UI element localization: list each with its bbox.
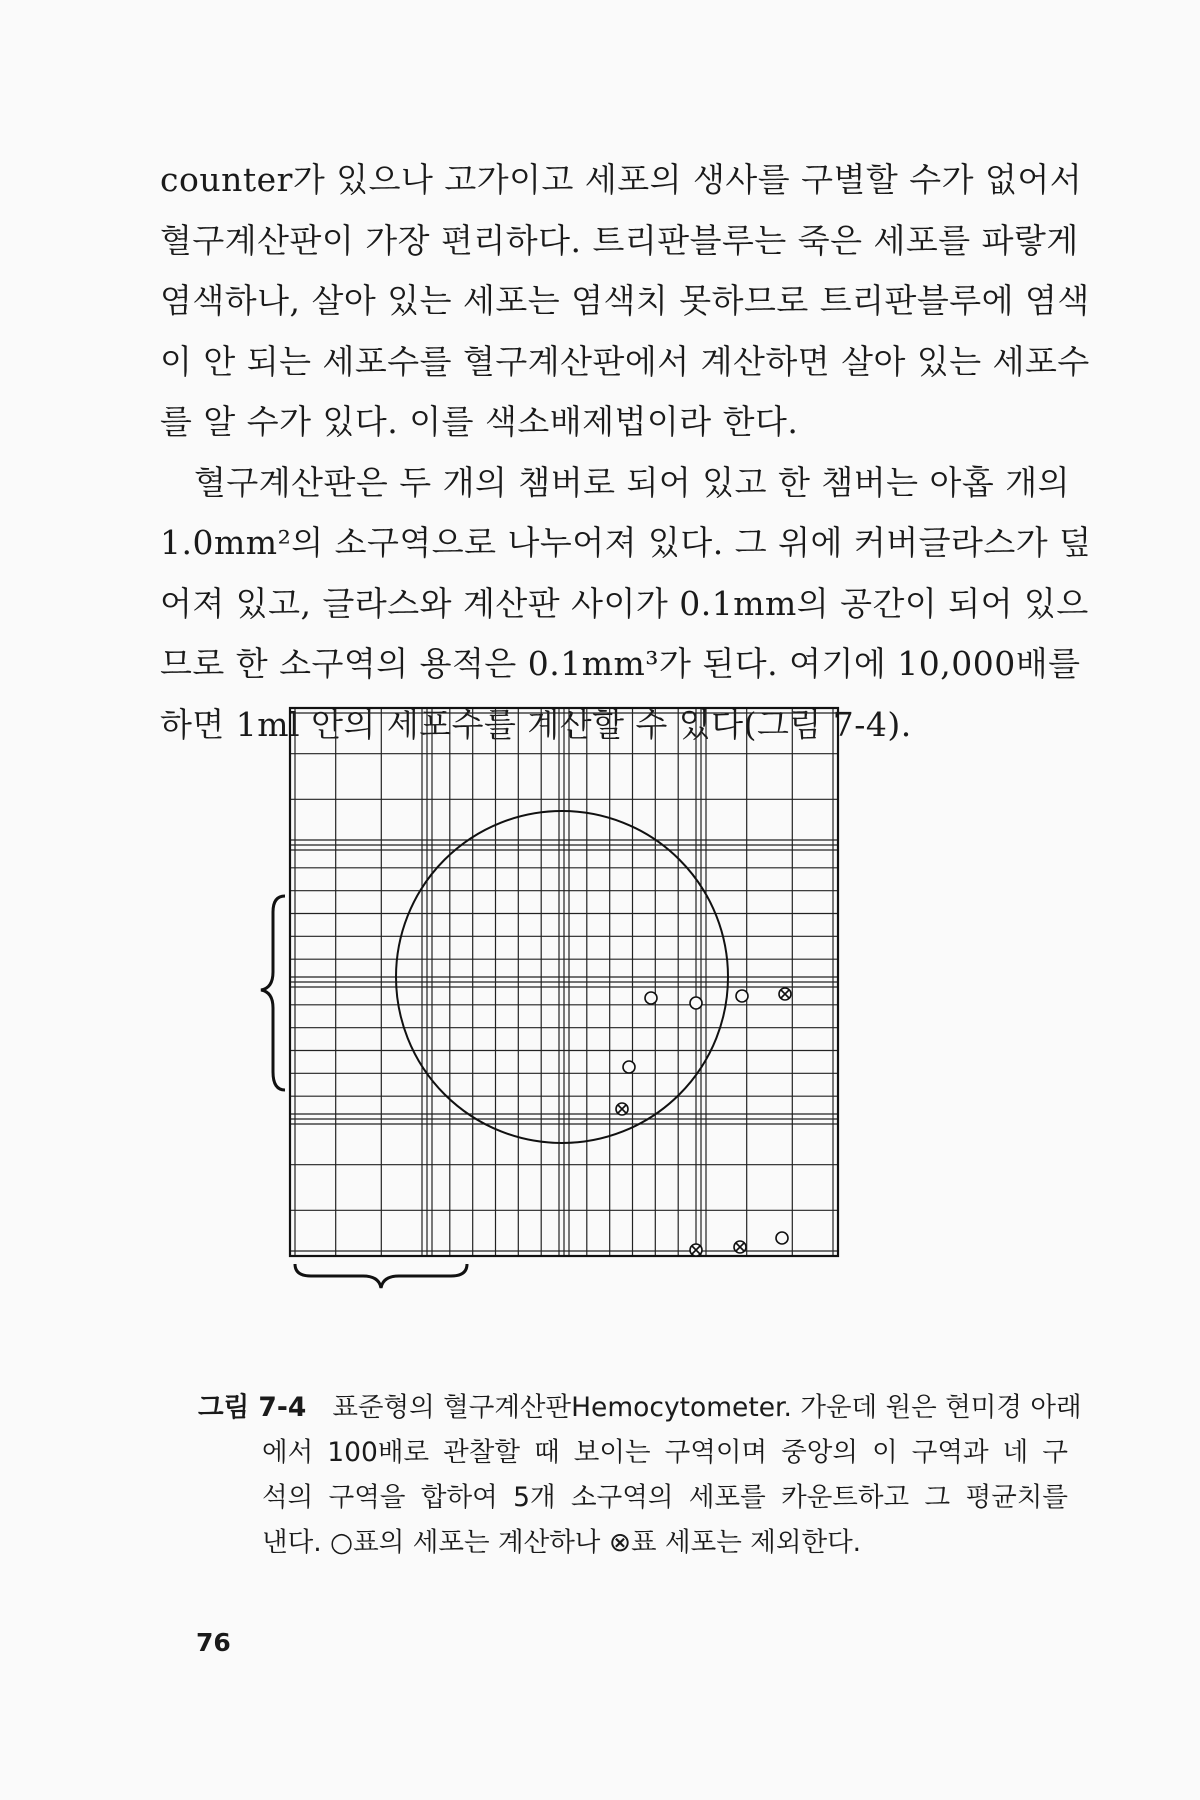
caption-line: 에서 100배로 관찰할 때 보이는 구역이며 중앙의 이 구역과 네 구 — [262, 1437, 1068, 1468]
text-line: 1.0mm²의 소구역으로 나누어져 있다. 그 위에 커버글라스가 덮 — [160, 523, 1092, 562]
grid-lines — [290, 708, 838, 1256]
left-brace-icon — [261, 896, 285, 1090]
figure-caption — [198, 1385, 1082, 1565]
caption-text: 표준형의 혈구계산판Hemocytometer. 가운데 원은 현미경 아래 — [332, 1392, 1082, 1423]
text-line: 이 안 되는 세포수를 혈구계산판에서 계산하면 살아 있는 세포수 — [160, 341, 1090, 381]
text-line: 혈구계산판이 가장 편리하다. 트리판블루는 죽은 세포를 파랗게 — [160, 220, 1079, 260]
caption-line — [198, 1385, 1082, 1430]
excluded-cell-marker — [690, 1244, 702, 1256]
counted-cell-marker — [736, 990, 748, 1002]
bottom-brace-icon — [295, 1264, 467, 1288]
counted-cell-marker — [776, 1232, 788, 1244]
paragraph-1 — [160, 150, 1090, 453]
hemocytometer-figure — [255, 700, 935, 1360]
hemocytometer-diagram — [255, 700, 935, 1360]
counted-cell-marker — [645, 992, 657, 1004]
text-line: 염색하나, 살아 있는 세포는 염색치 못하므로 트리판블루에 염색 — [160, 281, 1090, 320]
excluded-cell-marker — [616, 1103, 628, 1115]
caption-line: 석의 구역을 합하여 5개 소구역의 세포를 카운트하고 그 평균치를 — [262, 1482, 1068, 1513]
text-line: counter가 있으나 고가이고 세포의 생사를 구별할 수가 없어서 — [160, 160, 1083, 199]
text-line: 혈구계산판은 두 개의 챔버로 되어 있고 한 챔버는 아홉 개의 — [194, 462, 1070, 502]
caption-line: 낸다. ○표의 세포는 계산하나 ⊗표 세포는 제외한다. — [262, 1527, 862, 1558]
text-line: 하면 1ml 안의 세포수를 계산할 수 있다(그림 7-4). — [160, 704, 912, 744]
text-line: 므로 한 소구역의 용적은 0.1mm³가 된다. 여기에 10,000배를 — [160, 644, 1081, 683]
counted-cell-marker — [690, 997, 702, 1009]
figure-label: 그림 7-4 — [198, 1392, 307, 1423]
body-text — [160, 150, 1092, 755]
excluded-cell-marker — [734, 1241, 746, 1253]
page-number: 76 — [196, 1628, 231, 1657]
text-line: 를 알 수가 있다. 이를 색소배제법이라 한다. — [160, 402, 799, 441]
text-line: 어져 있고, 글라스와 계산판 사이가 0.1mm의 공간이 되어 있으 — [160, 583, 1089, 623]
counted-cell-marker — [623, 1061, 635, 1073]
excluded-cell-marker — [779, 988, 791, 1000]
